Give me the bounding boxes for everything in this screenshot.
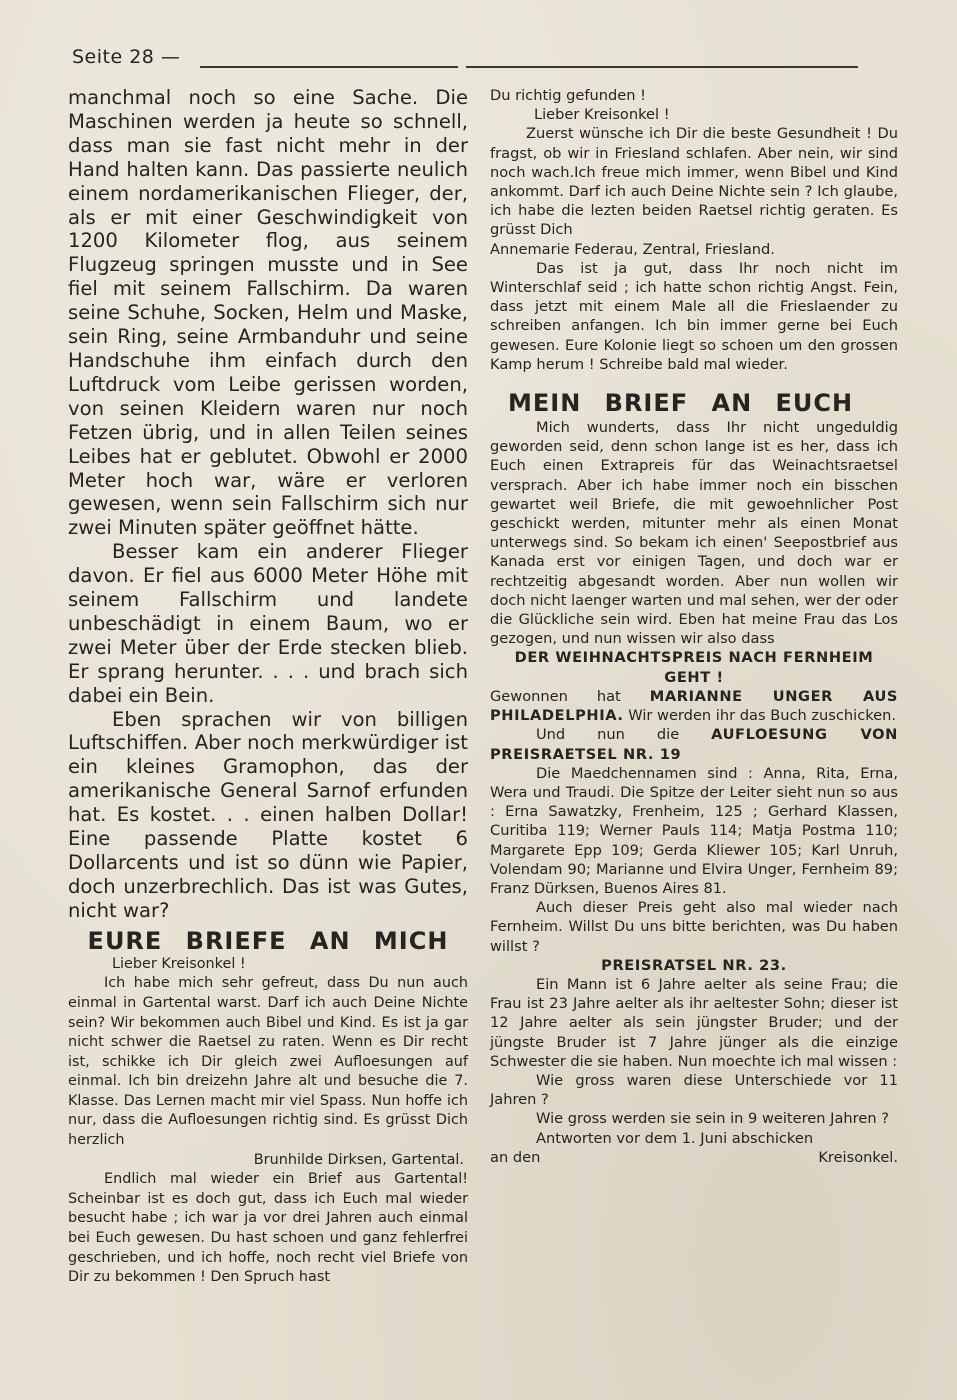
right-column <box>490 86 898 1167</box>
section-title-mein-brief: MEIN BRIEF AN EUCH <box>508 389 854 418</box>
reply-body: Das ist ja gut, dass Ihr noch nicht im Winterschlaf seid ; ich hatte schon richtig Angst. Fein, dass jetzt mit einem Male all die Frieslaender zu schreiben anfangen. Ich bin immer gerne bei Euch gewesen. Eure Kolonie liegt so schoen um den grossen Kamp herum ! Schreibe bald mal wieder. <box>490 259 898 373</box>
header-rule-left <box>200 66 458 68</box>
puzzle-text: Ein Mann ist 6 Jahre aelter als seine Frau; die Frau ist 23 Jahre aelter als ihr aeltester Sohn; dieser ist 12 Jahre aelter als sein jüngster Bruder; und der jüngste Bruder ist 7 Jahre jünger als die einzige Schwester die sie haben. Nun moechte ich mal wissen : <box>490 975 898 1070</box>
left-column <box>68 86 468 1288</box>
deadline-closing <box>490 1148 898 1167</box>
solution-followup: Auch dieser Preis geht also mal wieder nach Fernheim. Willst Du uns bitte berichten, was Du haben willst ? <box>490 899 898 955</box>
letter-body: Zuerst wünsche ich Dir die beste Gesundheit ! Du fragst, ob wir in Friesland schlafen. Aber nein, wir sind noch wach.Ich freue mich immer, wenn Bibel und Kind ankommt. Darf ich auch Deine Nichte sein ? Ich glaube, ich habe die lezten beiden Raetsel richtig geraten. Es grüsst Dich <box>490 125 898 239</box>
puzzle-heading: PREISRATSEL NR. 23. <box>601 956 787 974</box>
solution-intro <box>490 725 898 763</box>
continuation-line: Du richtig gefunden ! <box>490 87 646 104</box>
winner-suffix: Wir werden ihr das Buch zuschicken. <box>623 707 897 725</box>
reply-body: Endlich mal wieder ein Brief aus Gartental! Scheinbar ist es doch gut, dass ich Euch mal wieder besucht habe ; ich war ja vor drei Jahren auch einmal bei Euch gewesen. Du hast schoen und ganz fehlerfrei geschrieben, und ich hoffe, noch recht viel Briefe von Dir zu bekommen ! Den Spruch hast <box>68 1171 468 1286</box>
letter-body: Ich habe mich sehr gefreut, dass Du nun auch einmal in Gartental warst. Darf ich auch Deine Nichte sein? Wir bekommen auch Bibel und Kind. Es ist ja gar nicht schwer die Raetsel zu raten. Wenn es Dir recht ist, schikke ich Dir gleich zwei Aufloesungen auf einmal. Ich bin dreizehn Jahre alt und besuche die 7. Klasse. Das Lernen macht mir viel Spass. Nun hoffe ich nur, dass die Aufloesungen richtig sind. Es grüsst Dich herzlich <box>68 975 468 1149</box>
deadline-right: Kreisonkel. <box>818 1148 898 1166</box>
page-number: Seite 28 — <box>72 46 181 68</box>
section-title-eure-briefe: EURE BRIEFE AN MICH <box>87 926 449 955</box>
deadline-line: Antworten vor dem 1. Juni abschicken <box>536 1129 814 1147</box>
winner-paragraph <box>490 687 898 725</box>
letter-signature: Brunhilde Dirksen, Gartental. <box>253 1151 464 1168</box>
article-paragraph: Besser kam ein anderer Flieger davon. Er fiel aus 6000 Meter Höhe mit seinem Fallschirm und landete unbeschädigt in einem Baum, wo er zwei Meter über der Erde stecken blieb. Er sprang herunter. . . . und brach sich dabei ein Bein. <box>68 540 468 707</box>
puzzle-question-2: Wie gross werden sie sein in 9 weiteren Jahren ? <box>536 1110 889 1128</box>
puzzle-question-1: Wie gross waren diese Unterschiede vor 11 Jahren ? <box>490 1071 898 1109</box>
letter-salutation: Lieber Kreisonkel ! <box>534 106 670 124</box>
solution-prefix: Und nun die <box>536 726 712 744</box>
prize-heading: DER WEIHNACHTSPREIS NACH FERNHEIM GEHT ! <box>514 649 874 686</box>
letter-brunhilde <box>68 955 468 1288</box>
letter-signature: Annemarie Federau, Zentral, Friesland. <box>490 240 775 258</box>
letter-salutation: Lieber Kreisonkel ! <box>112 955 246 972</box>
winner-prefix: Gewonnen hat <box>490 687 650 705</box>
deadline-left: an den <box>490 1148 541 1166</box>
article-paragraph: Eben sprachen wir von billigen Luftschiffen. Aber noch merkwürdiger ist ein kleines Gramophon, das der amerikanische General Sarnof erfunden hat. Es kostet. . . einen halben Dollar! Eine passende Platte kostet 6 Dollarcents und ist so dünn wie Papier, doch unzerbrechlich. Das ist was Gutes, nicht war? <box>68 707 468 922</box>
intro-paragraph: Mich wunderts, dass Ihr nicht ungeduldig geworden seid, denn schon lange ist es her, dass ich Euch einen Extrapreis für das Weinachtsraetsel versprach. Aber ich habe immer noch ein bisschen gewartet weil Briefe, die mit gewoehnlicher Post geschickt werden, mitunter mehr als einen Monat unterwegs sind. So bekam ich einen' Seepostbrief aus Kanada erst vor einigen Tagen, und doch war er rechtzeitig abgesandt worden. Aber nun wollen wir doch nicht laenger warten und mal sehen, wer der oder die Glückliche sein wird. Eben hat meine Frau das Los gezogen, und nun wissen wir also dass <box>490 419 898 648</box>
header-rule-right <box>466 66 858 68</box>
solution-heading: AUFLOESUNG VON PREISRAETSEL NR. 19 <box>490 726 898 763</box>
winner-name: MARIANNE UNGER AUS PHILADELPHIA. <box>490 687 899 725</box>
article-paragraph: manchmal noch so eine Sache. Die Maschinen werden ja heute so schnell, dass man sie fast nicht mehr in der Hand halten kann. Das passierte neulich einem nordamerikanischen Flieger, der, als er mit einer Geschwindigkeit von 1200 Kilometer flog, aus seinem Flugzeug springen musste und in See fiel mit seinem Fallschirm. Da waren seine Schuhe, Socken, Helm und Maske, sein Ring, seine Armbanduhr und seine Handschuhe ihm einfach durch den Luftdruck vom Leibe gerissen worden, von seinen Kleidern waren nur noch Fetzen übrig, und in allen Teilen seines Leibes hat er geblutet. Obwohl er 2000 Meter hoch war, wäre er verloren gewesen, wenn sein Fallschirm sich nur zwei Minuten später geöffnet hätte. <box>68 86 468 540</box>
solution-text: Die Maedchennamen sind : Anna, Rita, Erna, Wera und Traudi. Die Spitze der Leiter sieht nun so aus : Erna Sawatzky, Frenheim, 125 ; Gerhard Klassen, Curitiba 119; Werner Pauls 114; Matja Postma 110; Margarete Epp 109; Gerda Kliewer 105; Karl Unruh, Volendam 90; Marianne und Elvira Unger, Fernheim 89; Franz Dürksen, Buenos Aires 81. <box>490 764 898 897</box>
